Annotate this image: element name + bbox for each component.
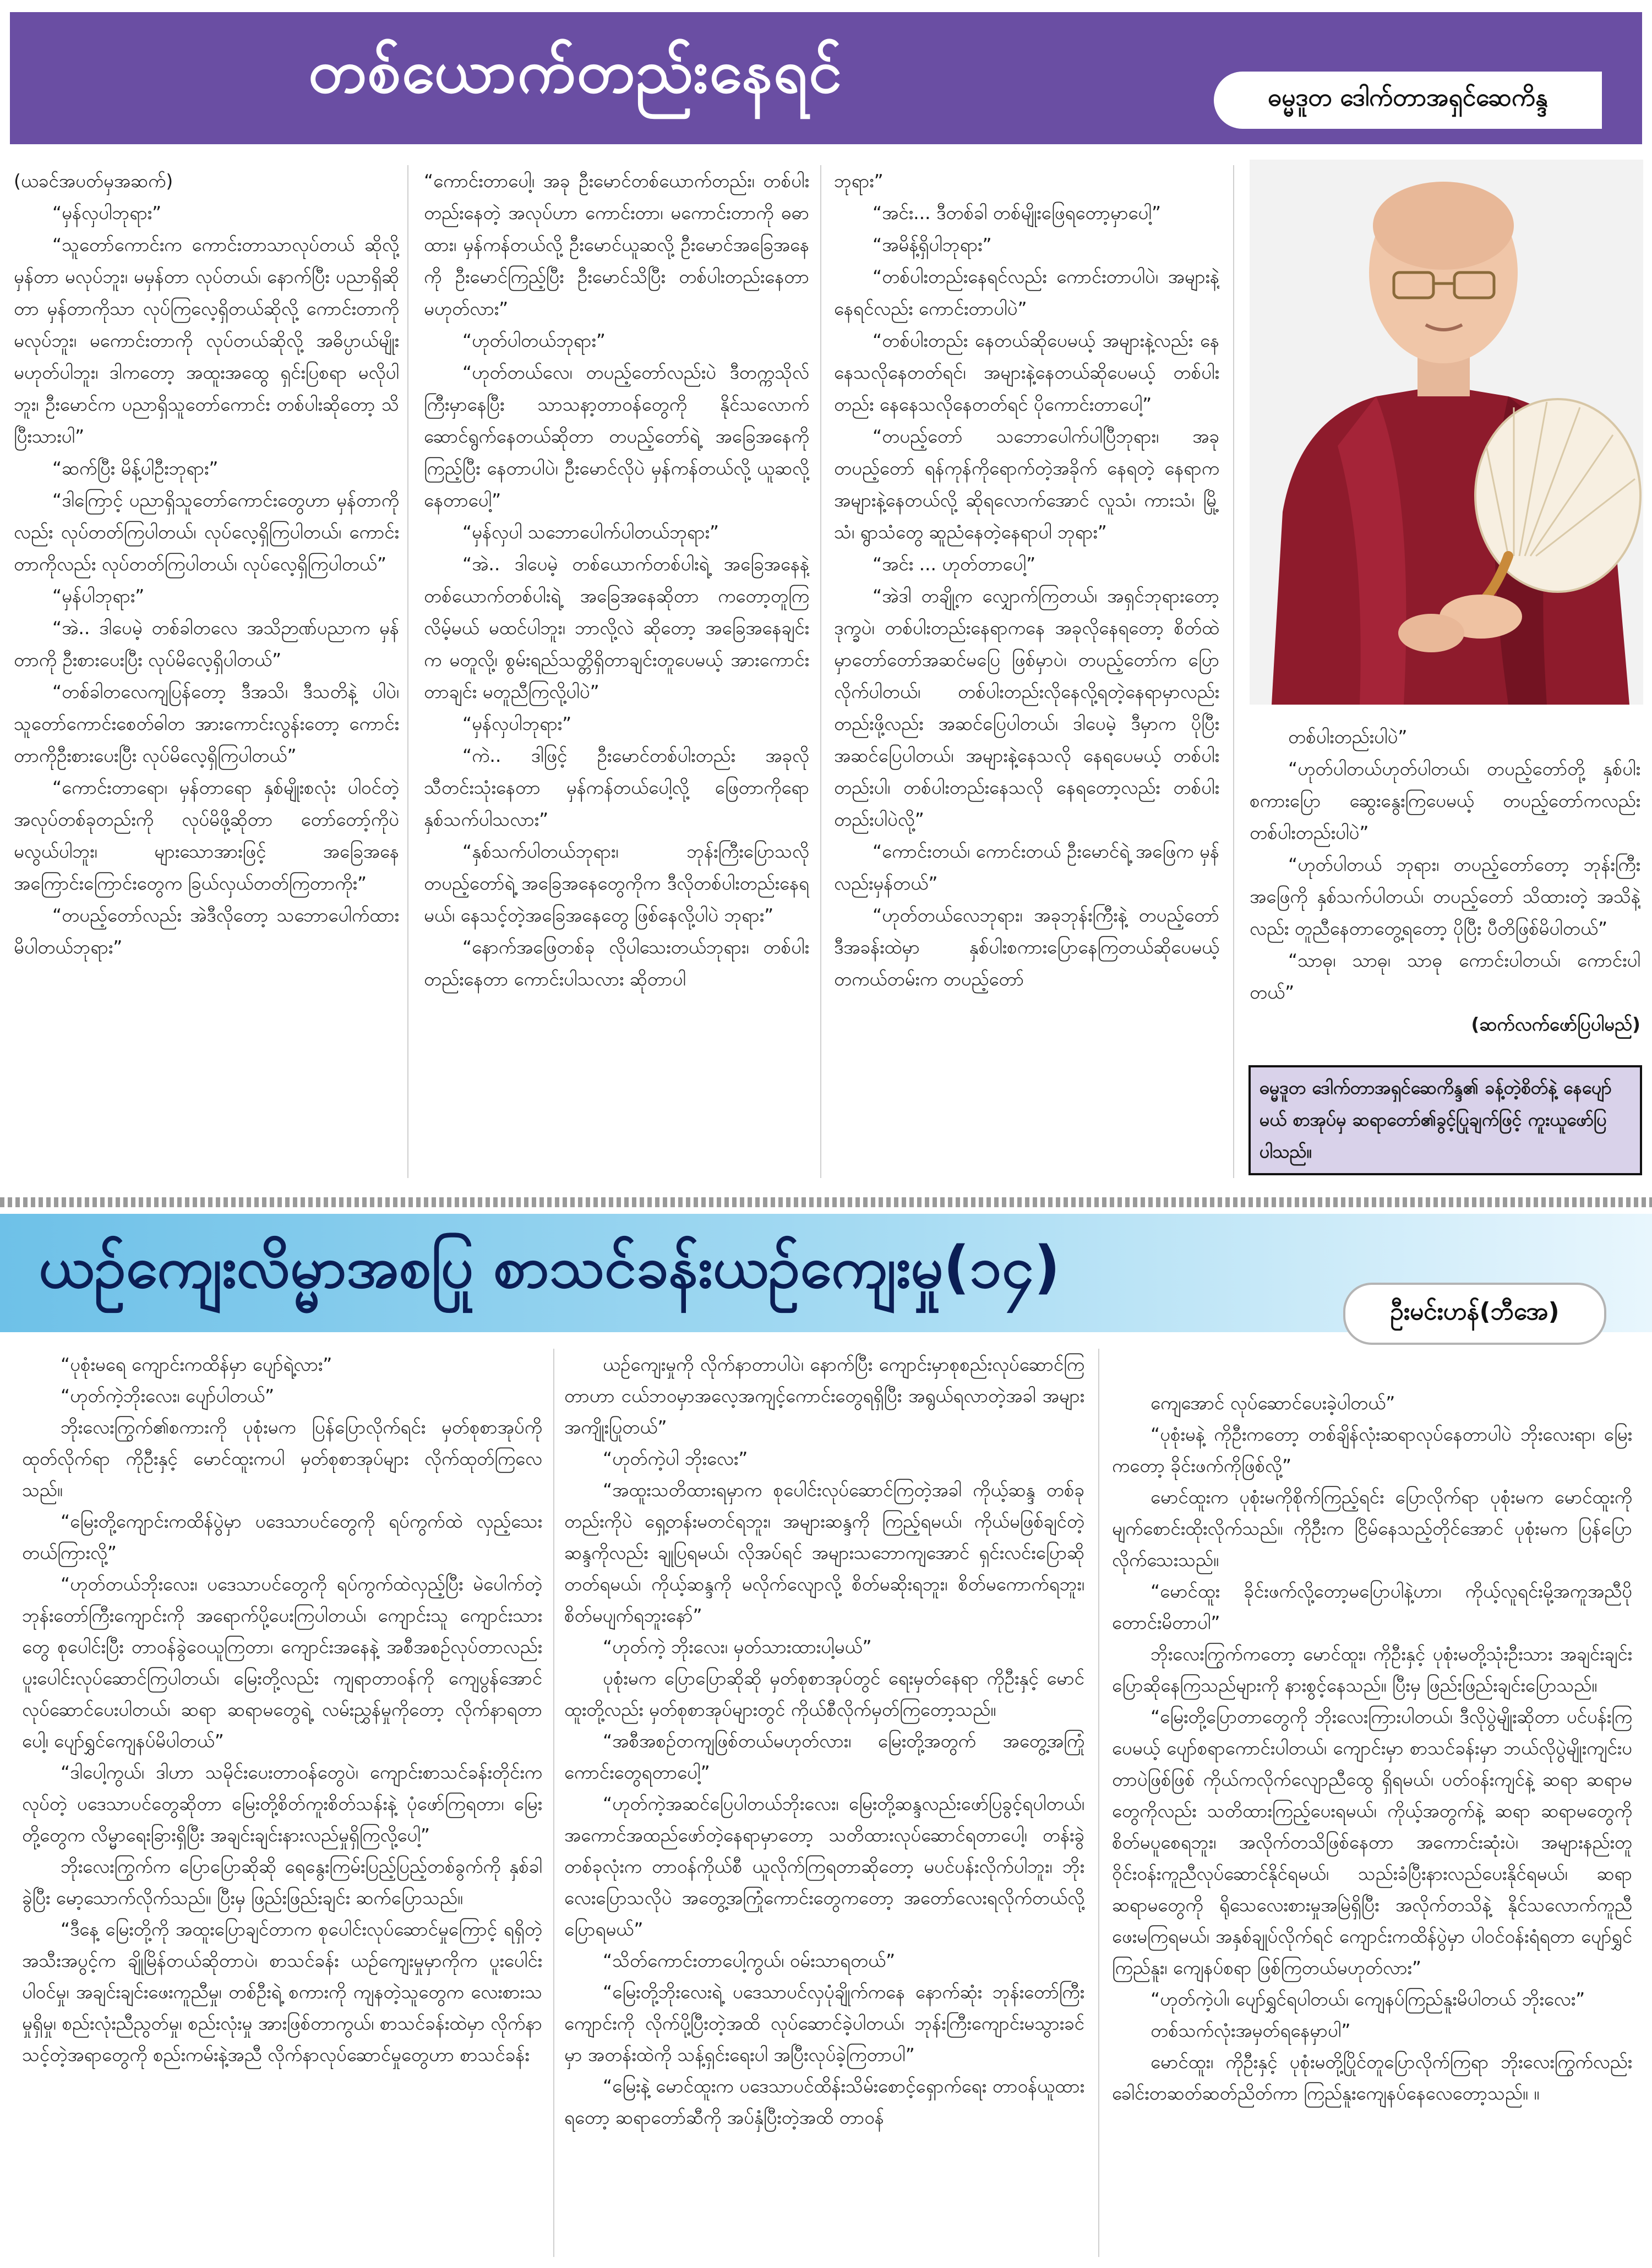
paragraph: “အင်း ... ဟုတ်တာပေါ့” [873, 553, 1036, 575]
paragraph: မောင်ထူး၊ ကိုဦးနှင့် ပုစုံးမတို့ပြိုင်တူပြောလိုက်ကြရာ ဘိုးလေးကြွက်လည်း ခေါင်းတဆတ်ဆတ်ညိတ်ကာ ကြည်နူးကျေနပ်နေလေတော့သည်။ ။ [1112, 2051, 1632, 2104]
paragraph: “ဟုတ်တယ်ဘိုးလေး၊ ပဒေသာပင်တွေကို ရပ်ကွက်ထဲလှည့်ပြီး မဲပေါက်တဲ့ ဘုန်းတော်ကြီးကျောင်းကို အရောက်ပို့ပေးကြပါတယ်၊ ကျောင်းသူ ကျောင်းသားတွေ စုပေါင်းပြီး တာဝန်ခွဲဝေယူကြတာ၊ ကျောင်းအနေနဲ့ အစီအစဉ်လုပ်တာလည်း ပူးပေါင်းလုပ်ဆောင်ကြပါတယ်၊ မြေးတို့လည်း ကျရာတာဝန်ကို ကျေပွန်အောင် လုပ်ဆောင်ပေးပါတယ်၊ ဆရာ ဆရာမတွေရဲ့ လမ်းညွှန်မှုကိုတော့ လိုက်နာရတာပေါ့၊ ပျော်ရွှင်ကျေနပ်မိပါတယ်” [22, 1573, 542, 1752]
paragraph: “ကောင်းတာရော၊ မှန်တာရော နှစ်မျိုးစလုံး ပါဝင်တဲ့ အလုပ်တစ်ခုတည်းကို လုပ်မိဖို့ဆိုတာ တော်တော့်ကိုပဲ မလွယ်ပါဘူး၊ များသောအားဖြင့် အခြေအနေ အကြောင်းကြောင်းတွေက ခြယ်လှယ်တတ်ကြတာကိုး” [14, 777, 399, 894]
paragraph: ဘိုးလေးကြွက်က ပြောပြောဆိုဆို ရေနွေးကြမ်းပြည့်ပြည့်တစ်ခွက်ကို နှစ်ခါခွဲပြီး မော့သောက်လိုက်သည်။ ပြီးမှ ဖြည်းဖြည်းချင်း ဆက်ပြောသည်။ [22, 1856, 542, 1909]
paragraph: “မောင်ထူး ခိုင်းဖက်လို့တော့မပြောပါနဲ့ဟာ၊ ကိုယ့်လူရင်းမို့အကူအညီပိုတောင်းမိတာပါ” [1112, 1580, 1632, 1633]
paragraph: “သူတော်ကောင်းက ကောင်းတာသာလုပ်တယ် ဆိုလို့ မှန်တာ မလုပ်ဘူး၊ မမှန်တာ လုပ်တယ်၊ နောက်ပြီး ပညာရှိဆိုတာ မှန်တာကိုသာ လုပ်ကြလေ့ရှိတယ်ဆိုလို့ ကောင်းတာကို မလုပ်ဘူး၊ မကောင်းတာကို လုပ်တယ်ဆိုလို့ အဓိပ္ပာယ်မျိုး မဟုတ်ပါဘူး၊ ဒါကတော့ အထူးအထွေ ရှင်းပြစရာ မလိုပါဘူး၊ ဦးမောင်က ပညာရှိသူတော်ကောင်း တစ်ပါးဆိုတော့ သိပြီးသားပါ” [14, 234, 399, 447]
paragraph: “တပည့်တော် သဘောပေါက်ပါပြီဘုရား၊ အခု တပည့်တော် ရန်ကုန်ကိုရောက်တဲ့အခိုက် နေရတဲ့ နေရာက အများနဲ့နေတယ်လို့ ဆိုရလောက်အောင် လူသံ၊ ကားသံ၊ မြို့သံ၊ ရွာသံတွေ ဆူညံနေတဲ့နေရာပါ ဘုရား” [834, 426, 1219, 543]
article1-column-1 [14, 165, 399, 1184]
article1-byline: ဓမ္မဒူတ ဒေါက်တာအရှင်ဆေကိန္ဒ [1214, 72, 1602, 129]
paragraph: “မြေးနဲ့ မောင်ထူးက ပဒေသာပင်ထိန်းသိမ်းစောင့်ရှောက်ရေး တာဝန်ယူထားရတော့ ဆရာတော်ဆီကို အပ်နှံပြီးတဲ့အထိ တာဝန် [564, 2075, 1084, 2128]
paragraph: “ဒါပေါ့ကွယ်၊ ဒါဟာ သမိုင်းပေးတာဝန်တွေပဲ၊ ကျောင်းစာသင်ခန်းတိုင်းကလုပ်တဲ့ ပဒေသာပင်တွေဆိုတာ မြေးတို့စိတ်ကူးစိတ်သန်းနဲ့ ပုံဖော်ကြရတာ၊ မြေးတို့တွေက လိမ္မာရေးခြားရှိပြီး အချင်းချင်းနားလည်မှုရှိကြလို့ပေါ့” [22, 1762, 542, 1846]
paragraph: “ကောင်းတယ်၊ ကောင်းတယ် ဦးမောင်ရဲ့ အဖြေက မှန်လည်းမှန်တယ်” [834, 841, 1219, 894]
monk-portrait-icon [1250, 160, 1643, 705]
paragraph: ကျေအောင် လုပ်ဆောင်ပေးခဲ့ပါတယ်” [1151, 1392, 1395, 1414]
paragraph: “သာဓု၊ သာဓု၊ သာဓု ကောင်းပါတယ်၊ ကောင်းပါတယ်” [1250, 950, 1640, 1003]
paragraph: “မှန်လှပါဘုရား” [462, 713, 572, 734]
paragraph: “မြေးတို့ဘိုးလေးရဲ့ ပဒေသာပင်လှပုံချိုက်ကနေ နောက်ဆုံး ဘုန်းတော်ကြီးကျောင်းကို လိုက်ပို့ပြီးတဲ့အထိ လုပ်ဆောင်ခဲ့ပါတယ်၊ ဘုန်းကြီးကျောင်းမသွားခင်မှာ အတန်းထဲကို သန့်ရှင်းရေးပါ အပြီးလုပ်ခဲ့ကြတာပါ” [564, 1981, 1084, 2065]
paragraph: “တပည့်တော်လည်း အဲဒီလိုတော့ သဘောပေါက်ထားမိပါတယ်ဘုရား” [14, 904, 399, 958]
article2-column-1 [22, 1349, 542, 2262]
article1-column-4 [1250, 721, 1640, 1046]
paragraph: “မြေးတို့ပြောတာတွေကို ဘိုးလေးကြားပါတယ်၊ ဒီလိုပွဲမျိုးဆိုတာ ပင်ပန်းကြပေမယ့် ပျော်စရာကောင်းပါတယ်၊ ကျောင်းမှာ စာသင်ခန်းမှာ ဘယ်လိုပွဲမျိုးကျင်းပတာပဲဖြစ်ဖြစ် ကိုယ်ကလိုက်လျောညီထွေ ရှိရမယ်၊ ပတ်ဝန်းကျင်နဲ့ ဆရာ ဆရာမတွေကိုလည်း သတိထားကြည့်ပေးရမယ်၊ ကိုယ့်အတွက်နဲ့ ဆရာ ဆရာမတွေကို စိတ်မပူစေရဘူး၊ အလိုက်တသိဖြစ်နေတာ အကောင်းဆုံးပဲ၊ အများနည်းတူ ဝိုင်းဝန်းကူညီလုပ်ဆောင်နိုင်ရမယ်၊ သည်းခံပြီးနားလည်ပေးနိုင်ရမယ်၊ ဆရာ ဆရာမတွေကို ရိုသေလေးစားမှုအမြဲရှိပြီး အလိုက်တသိနဲ့ နိုင်သလောက်ကူညီဖေးမကြရမယ်၊ အနှစ်ချုပ်လိုက်ရင် ကျောင်းကထိန်ပွဲမှာ ပါဝင်ဝန်းရံရတာ ပျော်ရွှင်ကြည်နူး၊ ကျေနပ်စရာ ဖြစ်ကြတယ်မဟုတ်လား” [1112, 1706, 1632, 1978]
section-divider [0, 1197, 1652, 1207]
paragraph: ဘုရား” [834, 170, 884, 192]
paragraph: “ဟုတ်ကဲ့ပါ၊ ပျော်ရွှင်ရပါတယ်၊ ကျေနပ်ကြည်နူးမိပါတယ် ဘိုးလေး” [1151, 1988, 1585, 2010]
paragraph: “တစ်ပါးတည်း နေတယ်ဆိုပေမယ့် အများနဲ့လည်း နေနေသလိုနေတတ်ရင်၊ အများနဲ့နေတယ်ဆိုပေမယ့် တစ်ပါးတည်း နေနေသလိုနေတတ်ရင် ပိုကောင်းတာပေါ့” [834, 330, 1219, 415]
article1-credit-box: ဓမ္မဒူတ ဒေါက်တာအရှင်ဆေကိန္ဒ၏ ခန့်တဲ့စိတ်နဲ့ နေပျော်မယ် စာအုပ်မှ ဆရာတော်၏ခွင့်ပြုချက်ဖြင့် ကူးယူဖော်ပြပါသည်။ [1248, 1065, 1642, 1175]
paragraph: ဘိုးလေးကြွက်ကတော့ မောင်ထူး၊ ကိုဦးနှင့် ပုစုံးမတို့သုံးဦးသား အချင်းချင်းပြောဆိုနေကြသည်များကို နားစွင့်နေသည်။ ပြီးမှ ဖြည်းဖြည်းချင်းပြောသည်။ [1112, 1643, 1632, 1696]
paragraph: “မှန်ပါဘုရား” [52, 585, 145, 607]
article2-byline: ဦးမင်းဟန်(ဘီအေ) [1343, 1283, 1606, 1345]
paragraph: “ပုစုံးမရေ ကျောင်းကထိန်မှာ ပျော်ရဲ့လား” [61, 1354, 332, 1375]
paragraph: “အမိန့်ရှိပါဘုရား” [873, 234, 992, 255]
paragraph: “ဒါကြောင့် ပညာရှိသူတော်ကောင်းတွေဟာ မှန်တာကိုလည်း လုပ်တတ်ကြပါတယ်၊ လုပ်လေ့ရှိကြပါတယ်၊ ကောင်းတာကိုလည်း လုပ်တတ်ကြပါတယ်၊ လုပ်လေ့ရှိကြပါတယ်” [14, 489, 399, 575]
paragraph: “အဲဒါ တချို့က လျှောက်ကြတယ်၊ အရှင်ဘုရားတော့ဒုက္ခပဲ၊ တစ်ပါးတည်းနေရာကနေ အခုလိုနေရတော့ စိတ်ထဲမှာတော်တော်အဆင်မပြေ ဖြစ်မှာပဲ၊ တပည့်တော်က ပြောလိုက်ပါတယ်၊ တစ်ပါးတည်းလိုနေလို့ရတဲ့နေရာမှာလည်း တည်းဖို့လည်း အဆင်ပြေပါတယ်၊ ဒါပေမဲ့ ဒီမှာက ပိုပြီး အဆင်ပြေပါတယ်၊ အများနဲ့နေသလို နေရပေမယ့် တစ်ပါးတည်းပါ၊ တစ်ပါးတည်းနေသလို နေရတော့လည်း တစ်ပါးတည်းပါပဲလို့” [834, 585, 1219, 830]
paragraph: “တစ်ပါးတည်းနေရင်လည်း ကောင်းတာပါပဲ၊ အများနဲ့နေရင်လည်း ကောင်းတာပါပဲ” [834, 266, 1219, 319]
paragraph: “ဟုတ်ပါတယ်ဟုတ်ပါတယ်၊ တပည့်တော်တို့ နှစ်ပါး စကားပြော ဆွေးနွေးကြပေမယ့် တပည့်တော်ကလည်း တစ်ပါးတည်းပါပဲ” [1250, 758, 1640, 843]
paragraph: “အဲ.. ဒါပေမဲ့ တစ်ခါတလေ အသိဉာဏ်ပညာက မှန်တာကို ဦးစားပေးပြီး လုပ်မိလေ့ရှိပါတယ်” [14, 617, 399, 670]
article2-column-2 [564, 1349, 1084, 2262]
continued-note: (ဆက်လက်ဖော်ပြပါမည်) [1471, 1013, 1640, 1035]
paragraph: “တစ်ခါတလေကျပြန်တော့ ဒီအသိ၊ ဒီသတိနဲ့ ပါပဲ၊ သူတော်ကောင်းစေတ်ဓါတ အားကောင်းလွန်းတော့ ကောင်းတာကိုဦးစားပေးပြီး လုပ်မိလေ့ရှိကြပါတယ်” [14, 681, 399, 766]
paragraph: “နောက်အဖြေတစ်ခု လိုပါသေးတယ်ဘုရား၊ တစ်ပါးတည်းနေတာ ကောင်းပါသလား ဆိုတာပါ [424, 936, 809, 990]
paragraph: “ဒီနေ့ မြေးတို့ကို အထူးပြောချင်တာက စုပေါင်းလုပ်ဆောင်မှုကြောင့် ရရှိတဲ့အသီးအပွင့်က ချိုမြိန်တယ်ဆိုတာပဲ၊ စာသင်ခန်း ယဉ်ကျေးမှုမှာကိုက ပူးပေါင်းပါဝင်မှု၊ အချင်းချင်းဖေးကူညီမှု၊ တစ်ဦးရဲ့ စကားကို ကျနတဲ့သူတွေက လေးစားသမှုရှိမှု၊ စည်းလုံးညီညွတ်မှု၊ စည်းလုံးမှု အားဖြစ်တာကွယ်၊ စာသင်ခန်းထဲမှာ လိုက်နာသင့်တဲ့အရာတွေကို စည်းကမ်းနဲ့အညီ လိုက်နာလုပ်ဆောင်မှုတွေဟာ စာသင်ခန်း [22, 1918, 542, 2065]
paragraph: “ဟုတ်တယ်လေဘုရား၊ အခုဘုန်းကြီးနဲ့ တပည့်တော် ဒီအခန်းထဲမှာ နှစ်ပါးစကားပြောနေကြတယ်ဆိုပေမယ့် တကယ်တမ်းက တပည့်တော် [834, 904, 1219, 990]
article1-column-2 [424, 165, 809, 1184]
paragraph: “ပုစုံးမနဲ့ ကိုဦးကတော့ တစ်ချိန်လုံးဆရာလုပ်နေတာပါပဲ ဘိုးလေးရာ၊ မြေးကတော့ ခိုင်းဖက်ကိုဖြစ်လို့” [1112, 1424, 1632, 1476]
paragraph: “အင်း... ဒီတစ်ခါ တစ်မျိုးဖြေရတော့မှာပေါ့” [873, 202, 1162, 223]
paragraph: ယဉ်ကျေးမှုကို လိုက်နာတာပါပဲ၊ နောက်ပြီး ကျောင်းမှာစုစည်းလုပ်ဆောင်ကြတာဟာ ငယ်ဘဝမှာအလေ့အကျင့်ကောင်းတွေရရှိပြီး အရွယ်ရလာတဲ့အခါ အများအကျိုးပြုတယ်” [564, 1354, 1084, 1438]
paragraph: တစ်ပါးတည်းပါပဲ” [1288, 726, 1408, 748]
paragraph: “ဆက်ပြီး မိန့်ပါဦးဘုရား” [52, 457, 219, 479]
paragraph: ပုစုံးမက ပြောပြောဆိုဆို မှတ်စုစာအုပ်တွင် ရေးမှတ်နေရာ ကိုဦးနှင့် မောင်ထူးတို့လည်း မှတ်စုစာအုပ်များတွင် ကိုယ်စီလိုက်မှတ်ကြတော့သည်။ [564, 1667, 1084, 1720]
article1-title: တစ်ယောက်တည်းနေရင် [308, 37, 843, 106]
paragraph: “ကောင်းတာပေါ့၊ အခု ဦးမောင်တစ်ယောက်တည်း၊ တစ်ပါးတည်းနေတဲ့ အလုပ်ဟာ ကောင်းတာ၊ မကောင်းတာကို ဓဓာထား၊ မှန်ကန်တယ်လို့ ဦးမောင်ယူဆလို့ ဦးမောင်အခြေအနေကို ဦးမောင်ကြည့်ပြီး ဦးမောင်သိပြီး တစ်ပါးတည်းနေတာ မဟုတ်လား” [424, 170, 809, 319]
paragraph: “ဟုတ်တယ်လေ၊ တပည့်တော်လည်းပဲ ဒီတက္ကသိုလ်ကြီးမှာနေပြီး သာသနာ့တာဝန်တွေကို နိုင်သလောက် ဆောင်ရွက်နေတယ်ဆိုတာ တပည့်တော်ရဲ့ အခြေအနေကိုကြည့်ပြီး နေတာပါပဲ၊ ဦးမောင်လိုပဲ မှန်ကန်တယ်လို့ ယူဆလို့ နေတာပေါ့” [424, 362, 809, 511]
article2-title: ယဉ်ကျေးလိမ္မာအစပြု စာသင်ခန်းယဉ်ကျေးမှု(၁၄) [39, 1234, 1060, 1301]
monk-portrait-photo [1250, 160, 1643, 705]
paragraph: “မြေးတို့ကျောင်းကထိန်ပွဲမှာ ပဒေသာပင်တွေကို ရပ်ကွက်ထဲ လှည့်သေးတယ်ကြားလို့” [22, 1511, 542, 1563]
paragraph: “ဟုတ်ကဲ့ပါ ဘိုးလေး” [603, 1448, 748, 1469]
paragraph: “နှစ်သက်ပါတယ်ဘုရား၊ ဘုန်းကြီးပြောသလို တပည့်တော်ရဲ့ အခြေအနေတွေကိုက ဒီလိုတစ်ပါးတည်းနေရမယ်၊ နေသင့်တဲ့အခြေအနေတွေ ဖြစ်နေလို့ပါပဲ ဘုရား” [424, 841, 809, 926]
paragraph: “အထူးသတိထားရမှာက စုပေါင်းလုပ်ဆောင်ကြတဲ့အခါ ကိုယ့်ဆန္ဒ တစ်ခုတည်းကိုပဲ ရှေ့တန်းမတင်ရဘူး၊ အများဆန္ဒကို ကြည့်ရမယ်၊ ကိုယ်မဖြစ်ချင်တဲ့ဆန္ဒကိုလည်း ချုပြရမယ်၊ လိုအပ်ရင် အများသဘောကျအောင် ရှင်းလင်းပြောဆိုတတ်ရမယ်၊ ကိုယ့်ဆန္ဒကို မလိုက်လျောလို့ စိတ်မဆိုးရဘူး၊ စိတ်မကောက်ရဘူး၊ စိတ်မပျက်ရဘူးနော်” [564, 1479, 1084, 1626]
paragraph: “ဟုတ်ကဲ့ဘိုးလေး၊ ပျော်ပါတယ်” [61, 1385, 275, 1406]
article1-column-3 [834, 165, 1219, 1184]
paragraph: “ဟုတ်ပါတယ်ဘုရား” [462, 330, 606, 351]
paragraph: “ဟုတ်ကဲ့ ဘိုးလေး၊ မှတ်သားထားပါ့မယ်” [603, 1636, 872, 1658]
paragraph: တစ်သက်လုံးအမှတ်ရနေမှာပါ” [1151, 2020, 1351, 2041]
paragraph: “မှန်လှပါဘုရား” [52, 202, 162, 223]
paragraph: “အဲ.. ဒါပေမဲ့ တစ်ယောက်တစ်ပါးရဲ့ အခြေအနေနဲ့ တစ်ယောက်တစ်ပါးရဲ့ အခြေအနေဆိုတာ ကတော့တူကြလိမ့်မယ် မထင်ပါဘူး၊ ဘာလို့လဲ ဆိုတော့ အခြေအနေချင်းက မတူလို့၊ စွမ်းရည်သတ္တိရှိတာချင်းတူပေမယ့် အားကောင်းတာချင်း မတူညီကြလို့ပါပဲ” [424, 553, 809, 702]
paragraph: “အစီအစဉ်တကျဖြစ်တယ်မဟုတ်လား၊ မြေးတို့အတွက် အတွေ့အကြုံကောင်းတွေရတာပေါ့” [564, 1730, 1084, 1783]
paragraph: “သိတ်ကောင်းတာပေါ့ကွယ်၊ ဝမ်းသာရတယ်” [603, 1950, 896, 1971]
paragraph: (ယခင်အပတ်မှအဆက်) [14, 170, 173, 192]
article2-column-3 [1112, 1387, 1632, 2262]
paragraph: မောင်ထူးက ပုစုံးမကိုစိုက်ကြည့်ရင်း ပြောလိုက်ရာ ပုစုံးမက မောင်ထူးကို မျက်စောင်းထိုးလိုက်သည်။ ကိုဦးက ငြိမ်နေသည့်တိုင်အောင် ပုစုံးမက ပြန်ပြောလိုက်သေးသည်။ [1112, 1486, 1632, 1571]
paragraph: “ဟုတ်ကဲ့အဆင်ပြေပါတယ်ဘိုးလေး၊ မြေးတို့ဆန္ဒလည်းဖော်ပြခွင့်ရပါတယ်၊ အကောင်အထည်ဖော်တဲ့နေရာမှာတော့ သတိထားလုပ်ဆောင်ရတာပေါ့၊ တန်းခွဲတစ်ခုလုံးက တာဝန်ကိုယ်စီ ယူလိုက်ကြရတာဆိုတော့ မပင်ပန်းလိုက်ပါဘူး၊ ဘိုးလေးပြောသလိုပဲ အတွေ့အကြုံကောင်းတွေကတော့ အတော်လေးရလိုက်တယ်လို့ ပြောရမယ်” [564, 1793, 1084, 1940]
paragraph: “ကဲ.. ဒါဖြင့် ဦးမောင်တစ်ပါးတည်း အခုလို သီတင်းသုံးနေတာ မှန်ကန်တယ်ပေါ့လို့ ဖြေတာကိုရော နှစ်သက်ပါသလား” [424, 745, 809, 830]
paragraph: “မှန်လှပါ သဘောပေါက်ပါတယ်ဘုရား” [462, 521, 719, 543]
paragraph: “ဟုတ်ပါတယ် ဘုရား၊ တပည့်တော်တော့ ဘုန်းကြီးအဖြေကို နှစ်သက်ပါတယ်၊ တပည့်တော် သိထားတဲ့ အသိနဲ့လည်း တူညီနေတာတွေ့ရတော့ ပိုပြီး ပီတိဖြစ်မိပါတယ်” [1250, 854, 1640, 939]
paragraph: ဘိုးလေးကြွက်၏စကားကို ပုစုံးမက ပြန်ပြောလိုက်ရင်း မှတ်စုစာအုပ်ကို ထုတ်လိုက်ရာ ကိုဦးနှင့် မောင်ထူးကပါ မှတ်စုစာအုပ်များ လိုက်ထုတ်ကြလေသည်။ [22, 1416, 542, 1501]
